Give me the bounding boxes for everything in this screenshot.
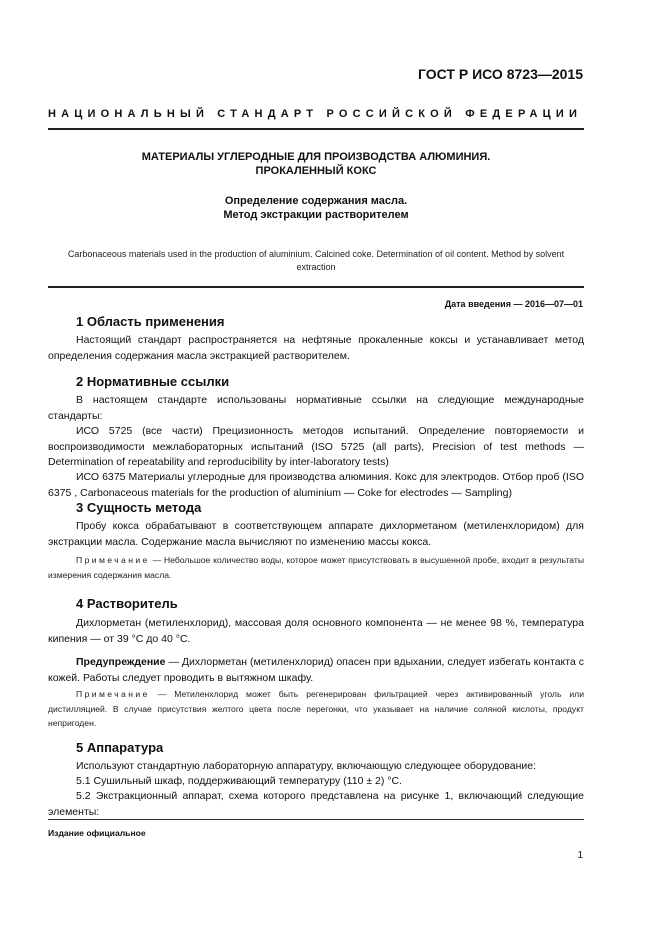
note-text: — Небольшое количество воды, которое может присутствовать в высушенной пробе, входит в результаты измерения содержания масла. bbox=[48, 555, 585, 580]
note-label: Примечание bbox=[76, 689, 150, 699]
section-3-text: Пробу кокса обрабатывают в соответствующем аппарате дихлорметаном (метиленхлоридом) для экстракции масла. Содержание масла вычисляют по изменению массы кокса. bbox=[48, 520, 584, 548]
warning-label: Предупреждение bbox=[76, 656, 166, 668]
title-line-1: МАТЕРИАЛЫ УГЛЕРОДНЫЕ ДЛЯ ПРОИЗВОДСТВА АЛЮМИНИЯ. bbox=[141, 151, 491, 163]
subtitle-line-1: Определение содержания масла. bbox=[224, 195, 408, 207]
section-4-note bbox=[48, 687, 584, 731]
english-title: Carbonaceous materials used in the production of aluminium. Calcined coke. Determination of oil content. Method by solvent extraction bbox=[67, 249, 565, 272]
section-5-intro: Используют стандартную лабораторную аппаратуру, включающую следующее оборудование: bbox=[76, 760, 537, 772]
warning-text: — Дихлорметан (метиленхлорид) опасен при вдыхании, следует избегать контакта с кожей. Работы следует проводить в вытяжном шкафу. bbox=[48, 656, 584, 684]
section-1-heading: 1 Область применения bbox=[76, 314, 225, 329]
effective-date: Дата введения — 2016—07—01 bbox=[444, 299, 583, 309]
section-4-heading: 4 Растворитель bbox=[76, 596, 178, 611]
note-text: — Метиленхлорид может быть регенерирован фильтрацией через активированный уголь или дистилляцией. В случае присутствия желтого цвета после перегонки, что указывает на наличие соляной кислоты, продукт непригоден. bbox=[48, 689, 585, 728]
section-4-warning bbox=[48, 655, 584, 686]
section-5-heading: 5 Аппаратура bbox=[76, 740, 164, 755]
reference-iso-5725: ИСО 5725 (все части) Прецизионность методов испытаний. Определение повторяемости и воспроизводимости межлабораторных испытаний (ISO 5725 (all parts), Precision of test methods — Determination of repeatability and reproducibility by inter-laboratory tests) bbox=[48, 425, 584, 468]
standard-number: ГОСТ Р ИСО 8723—2015 bbox=[418, 66, 583, 82]
page-number: 1 bbox=[577, 850, 583, 861]
footer-rule bbox=[48, 819, 584, 820]
section-5-item-1: 5.1 Сушильный шкаф, поддерживающий температуру (110 ± 2) °С. bbox=[76, 775, 402, 787]
section-1-text: Настоящий стандарт распространяется на нефтяные прокаленные коксы и устанавливает метод определения содержания масла экстракцией растворителем. bbox=[48, 334, 584, 362]
document-title bbox=[48, 150, 584, 178]
section-3-note bbox=[48, 553, 584, 582]
note-label: Примечание bbox=[76, 555, 150, 565]
edition-label: Издание официальное bbox=[48, 828, 146, 838]
document-subtitle bbox=[48, 194, 584, 222]
header-rule bbox=[48, 128, 584, 130]
section-3-heading: 3 Сущность метода bbox=[76, 500, 202, 515]
section-2-heading: 2 Нормативные ссылки bbox=[76, 374, 230, 389]
section-2-intro: В настоящем стандарте использованы нормативные ссылки на следующие международные стандарты: bbox=[48, 394, 584, 422]
title-line-2: ПРОКАЛЕННЫЙ КОКС bbox=[255, 165, 377, 177]
subtitle-line-2: Метод экстракции растворителем bbox=[223, 209, 409, 221]
national-standard-banner: НАЦИОНАЛЬНЫЙ СТАНДАРТ РОССИЙСКОЙ ФЕДЕРАЦИИ bbox=[48, 108, 583, 120]
reference-iso-6375: ИСО 6375 Материалы углеродные для производства алюминия. Кокс для электродов. Отбор проб (ISO 6375 , Carbonaceous materials for the production of aluminium — Coke for electrodes — Sampling) bbox=[48, 471, 584, 499]
section-4-text: Дихлорметан (метиленхлорид), массовая доля основного компонента — не менее 98 %, температура кипения — от 39 °С до 40 °С. bbox=[48, 617, 584, 645]
title-rule bbox=[48, 286, 584, 288]
section-5-item-2: 5.2 Экстракционный аппарат, схема которого представлена на рисунке 1, включающий следующие элементы: bbox=[48, 790, 584, 818]
